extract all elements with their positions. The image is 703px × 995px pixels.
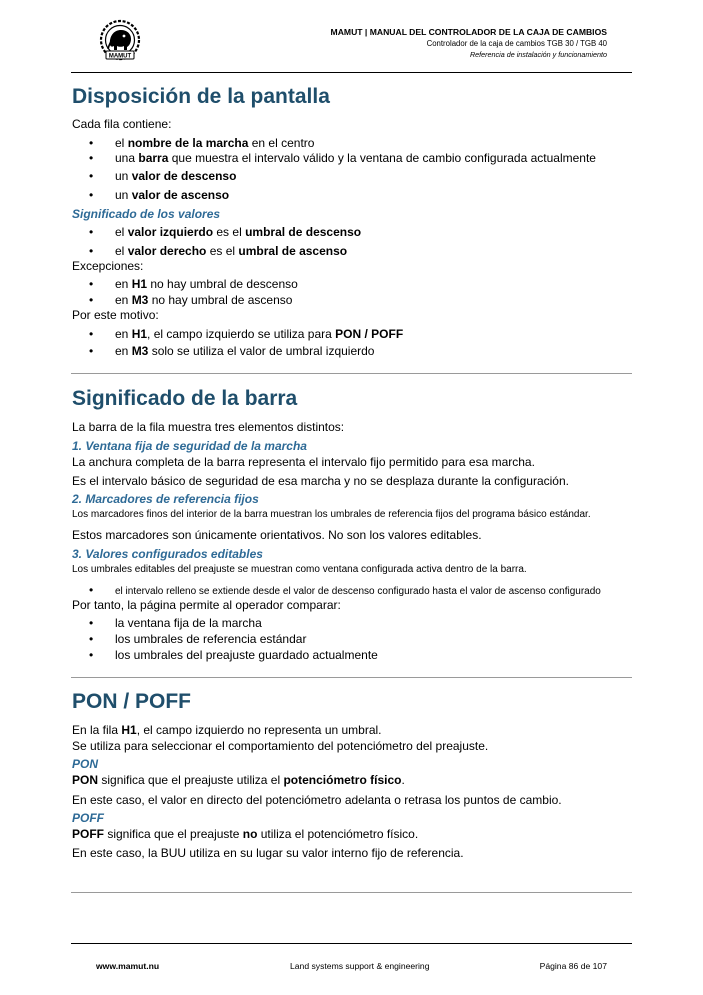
row-contents-intro: Cada fila contiene: <box>72 117 172 131</box>
poff-text-2: En este caso, la BUU utiliza en su lugar su valor interno fijo de referencia. <box>72 846 464 860</box>
bullet: • <box>89 327 94 341</box>
section-divider <box>71 892 632 893</box>
list-item: • el intervalo relleno se extiende desde el valor de descenso configurado hasta el valor de ascenso configurado <box>89 583 601 597</box>
compare-label: Por tanto, la página permite al operador comparar: <box>72 598 341 612</box>
list-item: • la ventana fija de la marcha <box>89 616 262 630</box>
bullet: • <box>89 188 94 202</box>
section-divider <box>71 373 632 374</box>
bullet: • <box>89 169 94 183</box>
list-item: • en M3 no hay umbral de ascenso <box>89 293 293 307</box>
subheading-pon: PON <box>72 757 99 771</box>
pon-text-1: PON significa que el preajuste utiliza el potenciómetro físico. <box>72 773 405 787</box>
subheading-values-meaning: Significado de los valores <box>72 207 221 221</box>
footer-page-number: Página 86 de 107 <box>539 961 607 971</box>
list-item: • el valor derecho es el umbral de ascenso <box>89 244 348 258</box>
bullet: • <box>89 293 94 307</box>
header-subtitle: Controlador de la caja de cambios TGB 30 / TGB 40 <box>426 39 607 48</box>
bullet: • <box>89 632 94 646</box>
section-title-display-layout: Disposición de la pantalla <box>72 85 330 108</box>
pon-poff-text-2: Se utiliza para seleccionar el comportamiento del potenciómetro del preajuste. <box>72 739 489 753</box>
svg-text:MAMUT: MAMUT <box>108 53 132 60</box>
header-rule <box>71 72 632 73</box>
bullet: • <box>89 616 94 630</box>
section-title-pon-poff: PON / POFF <box>72 690 192 713</box>
bullet: • <box>89 151 94 165</box>
list-item: • en H1 no hay umbral de descenso <box>89 277 298 291</box>
bullet: • <box>89 225 94 239</box>
list-item: • el valor izquierdo es el umbral de descenso <box>89 225 362 239</box>
reason-label: Por este motivo: <box>72 308 159 322</box>
fixed-window-text-1: La anchura completa de la barra representa el intervalo fijo permitido para esa marcha. <box>72 455 535 469</box>
bullet: • <box>89 344 94 358</box>
list-item: • los umbrales de referencia estándar <box>89 632 307 646</box>
section-title-bar-meaning: Significado de la barra <box>72 387 298 410</box>
pon-poff-text-1: En la fila H1, el campo izquierdo no representa un umbral. <box>72 723 382 737</box>
fixed-window-text-2: Es el intervalo básico de seguridad de esa marcha y no se desplaza durante la configuración. <box>72 474 569 488</box>
pon-text-2: En este caso, el valor en directo del potenciómetro adelanta o retrasa los puntos de cambio. <box>72 793 562 807</box>
bullet: • <box>89 648 94 662</box>
bullet: • <box>89 244 94 258</box>
list-item: • los umbrales del preajuste guardado actualmente <box>89 648 378 662</box>
section-divider <box>71 677 632 678</box>
bullet: • <box>89 583 94 597</box>
list-item: • un valor de ascenso <box>89 188 230 202</box>
footer-website: www.mamut.nu <box>96 961 160 971</box>
poff-text-1: POFF significa que el preajuste no utiliza el potenciómetro físico. <box>72 827 419 841</box>
list-item: • el nombre de la marcha en el centro <box>89 136 315 150</box>
list-item: • en M3 solo se utiliza el valor de umbral izquierdo <box>89 344 375 358</box>
header-title: MAMUT | MANUAL DEL CONTROLADOR DE LA CAJA DE CAMBIOS <box>330 27 607 37</box>
subheading-fixed-window: 1. Ventana fija de seguridad de la marcha <box>72 439 307 453</box>
list-item: • un valor de descenso <box>89 169 237 183</box>
reference-markers-text-1: Los marcadores finos del interior de la barra muestran los umbrales de referencia fijos del programa básico estándar. <box>72 509 591 520</box>
mamut-logo <box>96 19 144 62</box>
bullet: • <box>89 136 94 150</box>
editable-values-text: Los umbrales editables del preajuste se muestran como ventana configurada activa dentro de la barra. <box>72 564 527 575</box>
footer-center-text: Land systems support & engineering <box>290 961 430 971</box>
footer-rule <box>71 943 632 944</box>
exceptions-label: Excepciones: <box>72 259 144 273</box>
bullet: • <box>89 277 94 291</box>
subheading-poff: POFF <box>72 811 104 825</box>
bar-intro: La barra de la fila muestra tres elementos distintos: <box>72 420 345 434</box>
subheading-editable-values: 3. Valores configurados editables <box>72 547 263 561</box>
reference-markers-text-2: Estos marcadores son únicamente orientativos. No son los valores editables. <box>72 528 482 542</box>
list-item: • una barra que muestra el intervalo válido y la ventana de cambio configurada actualmente <box>89 151 596 165</box>
subheading-reference-markers: 2. Marcadores de referencia fijos <box>72 492 259 506</box>
list-item: • en H1, el campo izquierdo se utiliza para PON / POFF <box>89 327 404 341</box>
header-subtitle-italic: Referencia de instalación y funcionamiento <box>469 50 607 59</box>
